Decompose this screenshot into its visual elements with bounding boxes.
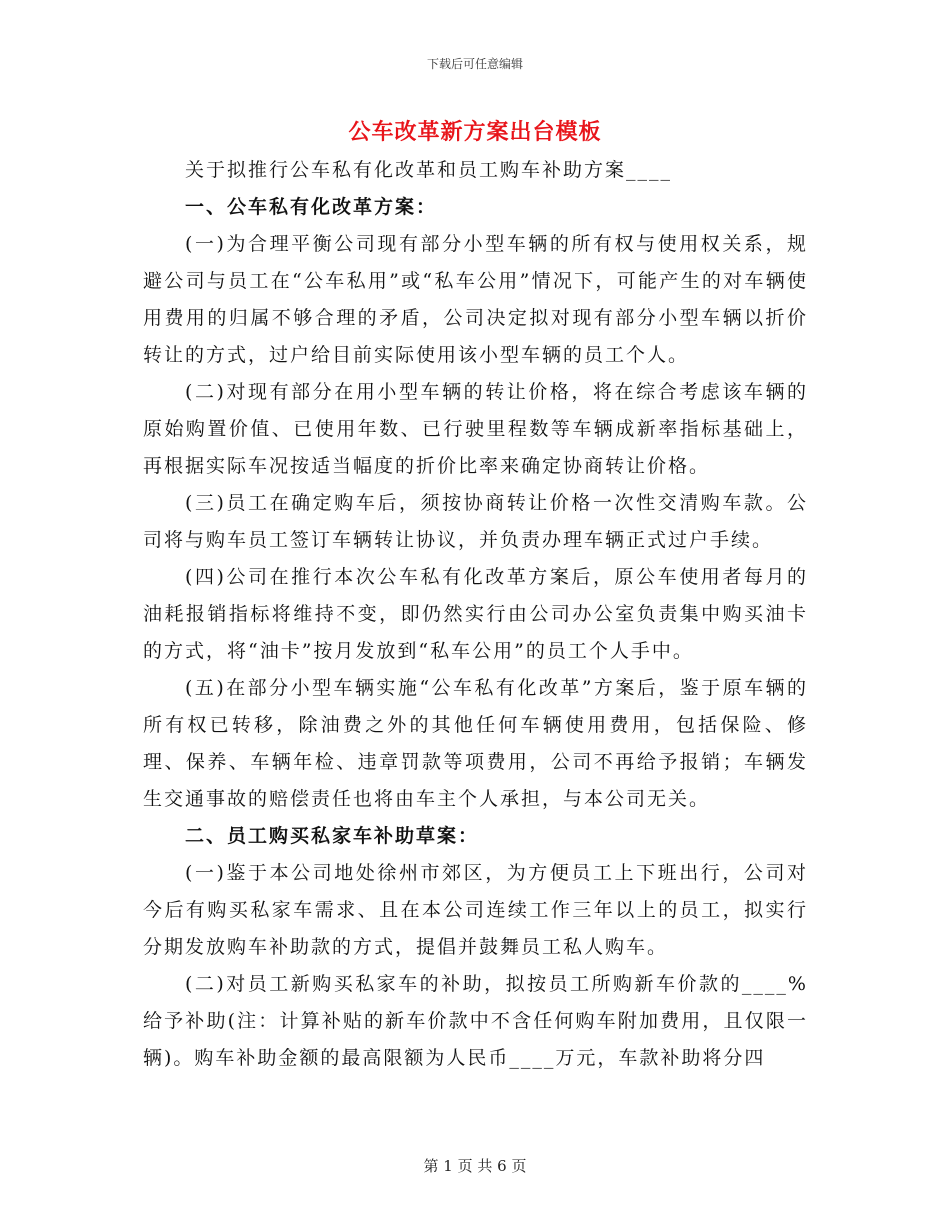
paragraph: (二)对员工新购买私家车的补助，拟按员工所购新车价款的____%给予补助(注：计算补贴的新车价款中不含任何购车附加费用，且仅限一辆)。购车补助金额的最高限额为人民币____万元，车款补助将分四 (143, 973, 808, 1069)
paragraph: (五)在部分小型车辆实施“公车私有化改革”方案后，鉴于原车辆的所有权已转移，除油费之外的其他任何车辆使用费用，包括保险、修理、保养、车辆年检、违章罚款等项费用，公司不再给予报销；车辆发生交通事故的赔偿责任也将由车主个人承担，与本公司无关。 (143, 677, 808, 810)
document-body (143, 152, 808, 1077)
page-header: 下载后可任意编辑 (426, 57, 523, 71)
paragraph: (一)为合理平衡公司现有部分小型车辆的所有权与使用权关系，规避公司与员工在“公车私用”或“私车公用”情况下，可能产生的对车辆使用费用的归属不够合理的矛盾，公司决定拟对现有部分小型车辆以折价转让的方式，过户给目前实际使用该小型车辆的员工个人。 (143, 233, 808, 366)
page-number: 第 1 页 共 6 页 (423, 1157, 527, 1175)
paragraph: (二)对现有部分在用小型车辆的转让价格，将在综合考虑该车辆的原始购置价值、已使用年数、已行驶里程数等车辆成新率指标基础上，再根据实际车况按适当幅度的折价比率来确定协商转让价格。 (143, 381, 808, 477)
paragraph: (三)员工在确定购车后，须按协商转让价格一次性交清购车款。公司将与购车员工签订车辆转让协议，并负责办理车辆正式过户手续。 (143, 492, 808, 551)
document-title: 公车改革新方案出台模板 (348, 119, 602, 145)
section-heading-2: 二、员工购买私家车补助草案： (185, 825, 480, 847)
paragraph: (四)公司在推行本次公车私有化改革方案后，原公车使用者每月的油耗报销指标将维持不变，即仍然实行由公司办公室负责集中购买油卡的方式，将“油卡”按月发放到“私车公用”的员工个人手中。 (143, 566, 808, 662)
paragraph-intro: 关于拟推行公车私有化改革和员工购车补助方案____ (185, 159, 673, 181)
paragraph: (一)鉴于本公司地处徐州市郊区，为方便员工上下班出行，公司对今后有购买私家车需求、且在本公司连续工作三年以上的员工，拟实行分期发放购车补助款的方式，提倡并鼓舞员工私人购车。 (143, 862, 808, 958)
section-heading-1: 一、公车私有化改革方案： (185, 196, 438, 218)
